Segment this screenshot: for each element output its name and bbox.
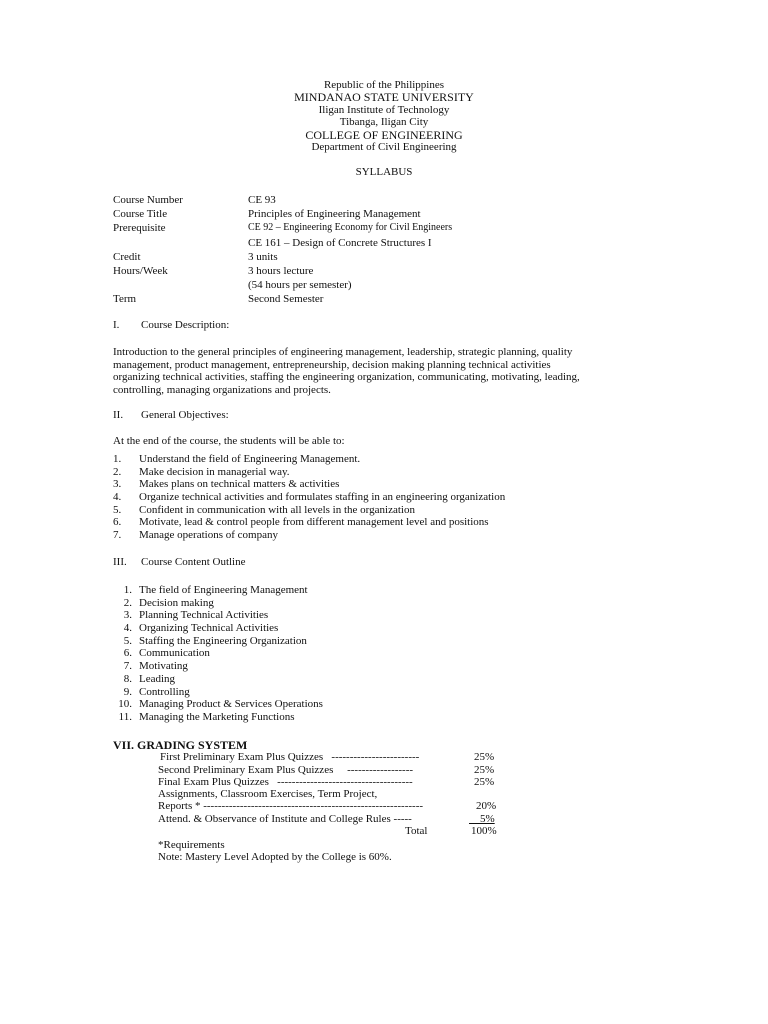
list-number: 5. bbox=[113, 503, 122, 516]
list-text: Controlling bbox=[139, 685, 190, 698]
course-info-value: 3 units bbox=[248, 250, 278, 263]
list-item bbox=[113, 478, 505, 491]
list-number: 6. bbox=[113, 516, 122, 529]
header-university: MINDANAO STATE UNIVERSITY bbox=[294, 90, 474, 105]
grading-label: Attend. & Observance of Institute and College Rules bbox=[158, 813, 391, 825]
list-text: Leading bbox=[139, 672, 176, 685]
section-general-objectives-heading bbox=[113, 409, 229, 421]
list-number: 2. bbox=[123, 596, 132, 609]
grading-pct-final: 25% bbox=[474, 776, 495, 788]
list-item bbox=[113, 491, 505, 504]
course-info-value: CE 92 – Engineering Economy for Civil Engineers bbox=[248, 222, 453, 234]
course-info-row bbox=[113, 250, 452, 264]
list-text: The field of Engineering Management bbox=[139, 584, 308, 596]
section-course-description-heading bbox=[113, 319, 229, 331]
header-republic: Republic of the Philippines bbox=[323, 79, 445, 91]
list-item bbox=[113, 635, 323, 648]
section-course-content-heading bbox=[113, 556, 246, 568]
list-number: 1. bbox=[123, 584, 132, 596]
list-item bbox=[113, 622, 323, 635]
grading-row-assignments: Assignments, Classroom Exercises, Term Project, bbox=[158, 788, 378, 800]
content-outline-list bbox=[113, 584, 323, 724]
grading-pct-second-prelim: 25% bbox=[474, 764, 495, 776]
course-info-value: CE 161 – Design of Concrete Structures I bbox=[248, 236, 432, 249]
course-info-row bbox=[113, 264, 452, 278]
grading-requirements-note: *Requirements bbox=[158, 839, 225, 851]
list-text: Communication bbox=[139, 647, 210, 660]
list-text: Make decision in managerial way. bbox=[139, 465, 290, 478]
list-item bbox=[113, 647, 323, 660]
list-text: Staffing the Engineering Organization bbox=[139, 634, 307, 647]
grading-label: Reports * bbox=[158, 800, 201, 812]
list-number: 1. bbox=[113, 453, 122, 465]
document-header bbox=[0, 79, 768, 153]
list-number: 11. bbox=[118, 710, 132, 723]
list-text: Understand the field of Engineering Management. bbox=[139, 453, 361, 465]
grading-pct-first-prelim: 25% bbox=[474, 751, 495, 763]
list-item bbox=[113, 711, 323, 724]
course-info-value: 3 hours lecture bbox=[248, 264, 314, 277]
section-title: Course Content Outline bbox=[141, 556, 246, 568]
list-text: Confident in communication with all levels in the organization bbox=[139, 503, 415, 516]
list-number: 4. bbox=[123, 622, 132, 635]
grading-pct-value: 5% bbox=[480, 813, 495, 825]
grading-total-label: Total bbox=[405, 825, 428, 837]
list-number: 6. bbox=[123, 647, 132, 660]
list-text: Motivating bbox=[139, 660, 188, 673]
grading-dots: ------------------------ bbox=[331, 751, 420, 763]
list-number: 8. bbox=[123, 672, 132, 685]
grading-label: First Preliminary Exam Plus Quizzes bbox=[160, 751, 324, 763]
list-text: Planning Technical Activities bbox=[139, 609, 269, 622]
list-number: 3. bbox=[123, 609, 132, 622]
list-item bbox=[113, 529, 505, 542]
objectives-intro: At the end of the course, the students will be able to: bbox=[113, 435, 345, 447]
grading-row-first-prelim bbox=[160, 751, 419, 764]
section-title: General Objectives: bbox=[141, 409, 229, 421]
paragraph-line: Introduction to the general principles of engineering management, leadership, strategic planning, quality bbox=[113, 346, 573, 358]
list-number: 7. bbox=[123, 660, 132, 673]
list-item bbox=[113, 453, 505, 466]
grading-row-reports bbox=[158, 800, 423, 813]
list-number: 9. bbox=[123, 685, 132, 698]
list-text: Managing Product & Services Operations bbox=[139, 698, 323, 711]
grading-dots: ------------------ bbox=[347, 764, 414, 776]
list-item bbox=[113, 504, 505, 517]
list-number: 3. bbox=[113, 478, 122, 491]
list-item bbox=[113, 597, 323, 610]
course-info-row bbox=[113, 221, 452, 235]
grading-pct-attendance bbox=[469, 813, 565, 826]
course-info-row bbox=[113, 193, 452, 207]
list-item bbox=[113, 660, 323, 673]
grading-row-final bbox=[158, 776, 413, 789]
section-number: I. bbox=[113, 319, 120, 331]
section-number: II. bbox=[113, 409, 124, 421]
list-text: Organizing Technical Activities bbox=[139, 622, 279, 635]
grading-row-second-prelim bbox=[158, 764, 413, 777]
course-info-row bbox=[113, 278, 452, 292]
objectives-list bbox=[113, 453, 505, 542]
course-info-label: Course Title bbox=[113, 208, 168, 221]
grading-label: Second Preliminary Exam Plus Quizzes bbox=[158, 764, 334, 776]
course-info-value: CE 93 bbox=[248, 194, 276, 206]
course-info-value: Second Semester bbox=[248, 293, 324, 306]
grading-system-title: VII. GRADING SYSTEM bbox=[113, 738, 248, 752]
course-info-label: Credit bbox=[113, 250, 141, 263]
list-item bbox=[113, 466, 505, 479]
grading-row-attendance bbox=[158, 813, 412, 826]
section-number: III. bbox=[113, 556, 127, 568]
course-info-row bbox=[113, 236, 452, 250]
grading-dots: ----- bbox=[393, 813, 412, 825]
list-item bbox=[113, 686, 323, 699]
list-text: Makes plans on technical matters & activities bbox=[139, 478, 340, 491]
list-text: Managing the Marketing Functions bbox=[139, 710, 295, 723]
list-item bbox=[113, 516, 505, 529]
list-item bbox=[113, 673, 323, 686]
list-item bbox=[113, 698, 323, 711]
course-info-label bbox=[113, 278, 248, 292]
course-info-label bbox=[113, 236, 248, 250]
list-text: Decision making bbox=[139, 596, 214, 609]
list-text: Manage operations of company bbox=[139, 529, 278, 542]
course-info-row bbox=[113, 207, 452, 221]
grading-dots: ------------------------------------------------------------ bbox=[203, 800, 424, 812]
header-institute: Iligan Institute of Technology bbox=[318, 103, 450, 116]
grading-pct-reports: 20% bbox=[476, 800, 497, 812]
list-number: 2. bbox=[113, 465, 122, 478]
grading-total-pct: 100% bbox=[471, 825, 497, 837]
section-title: Course Description: bbox=[141, 319, 230, 331]
course-info-label: Course Number bbox=[113, 194, 183, 206]
paragraph-line: organizing technical activities, staffing the engineering organization, communicating, motivating, leading, bbox=[113, 371, 580, 384]
list-number: 10. bbox=[118, 698, 132, 711]
paragraph-line: management, product management, entrepreneurship, decision making planning technical activities bbox=[113, 358, 551, 371]
course-info-label: Prerequisite bbox=[113, 222, 166, 235]
paragraph-line: controlling, managing organizations and projects. bbox=[113, 384, 331, 397]
document-title: SYLLABUS bbox=[355, 166, 413, 178]
list-number: 7. bbox=[113, 529, 122, 542]
course-description-paragraph bbox=[113, 346, 658, 397]
course-info-table bbox=[113, 193, 452, 307]
grading-label: Final Exam Plus Quizzes bbox=[158, 776, 269, 788]
header-address: Tibanga, Iligan City bbox=[339, 116, 429, 129]
header-college: COLLEGE OF ENGINEERING bbox=[305, 127, 463, 142]
list-item bbox=[113, 584, 323, 597]
course-info-value: Principles of Engineering Management bbox=[248, 208, 421, 221]
header-department: Department of Civil Engineering bbox=[311, 140, 457, 153]
course-info-row bbox=[113, 292, 452, 306]
list-number: 5. bbox=[123, 634, 132, 647]
list-number: 4. bbox=[113, 491, 122, 504]
grading-dots: ------------------------------------- bbox=[277, 776, 413, 788]
grading-mastery-note: Note: Mastery Level Adopted by the College is 60%. bbox=[158, 851, 392, 863]
course-info-value: (54 hours per semester) bbox=[248, 279, 352, 292]
list-text: Organize technical activities and formulates staffing in an engineering organization bbox=[139, 491, 506, 504]
list-item bbox=[113, 609, 323, 622]
course-info-label: Term bbox=[113, 293, 137, 306]
list-text: Motivate, lead & control people from different management level and positions bbox=[139, 516, 489, 529]
course-info-label: Hours/Week bbox=[113, 264, 168, 277]
